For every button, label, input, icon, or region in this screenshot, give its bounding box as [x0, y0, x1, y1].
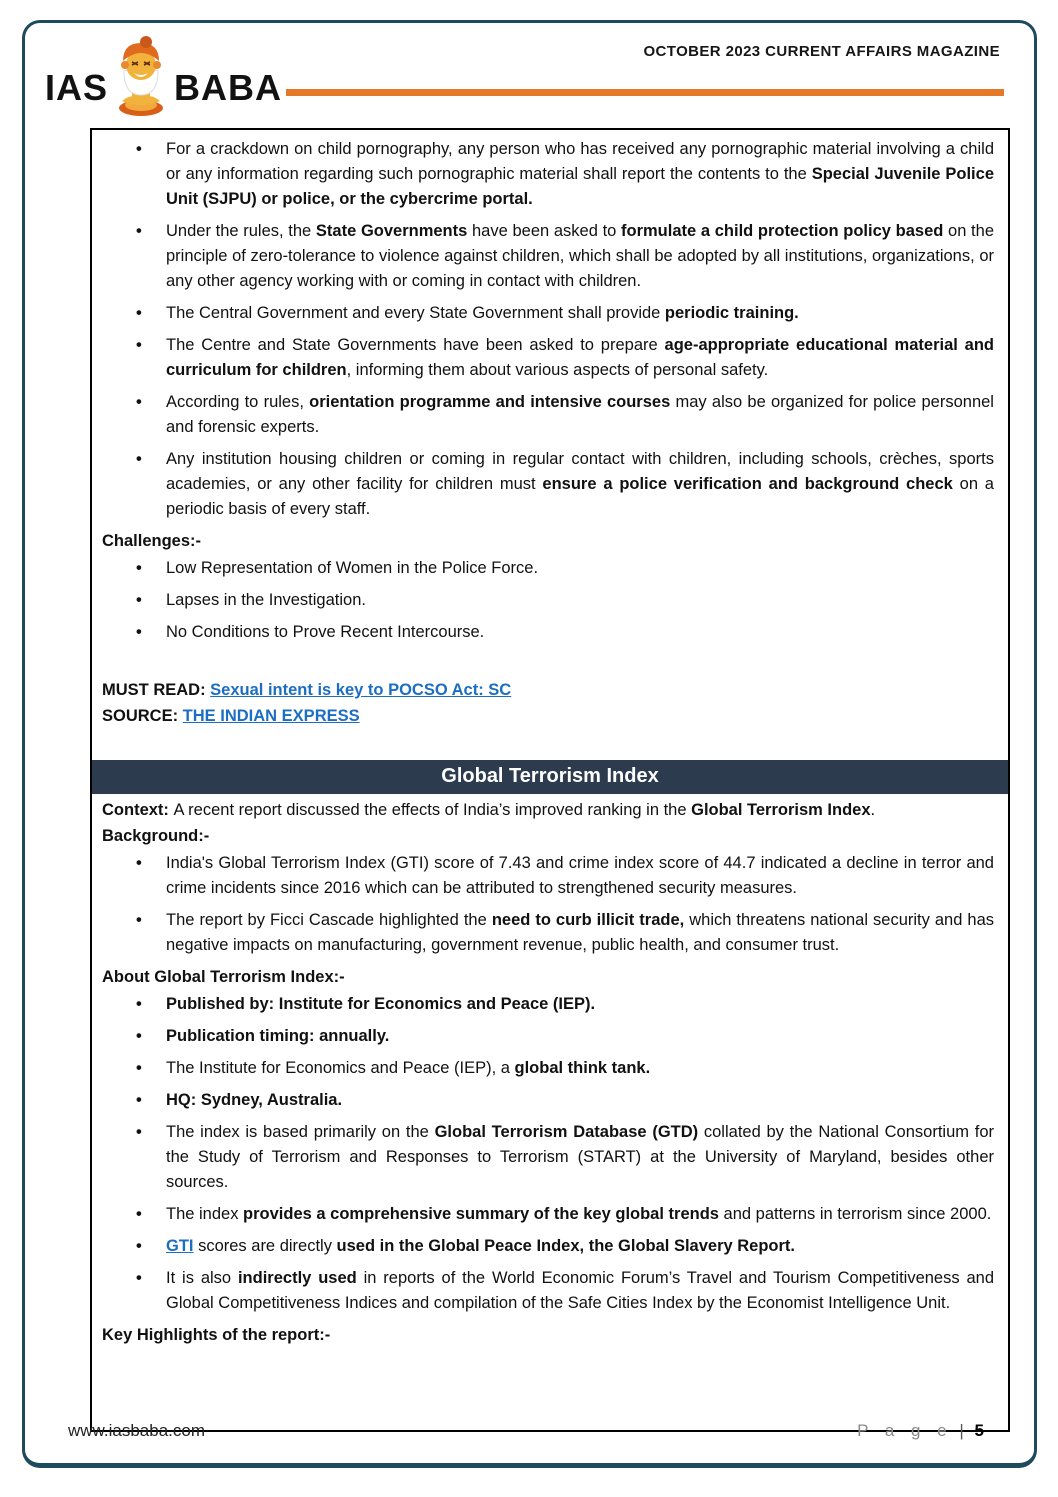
list-item: [102, 992, 994, 1017]
text: Any institution housing children or coming in regular contact with children, including schools, crèches, sports academies, or any other facility for children must: [166, 450, 994, 493]
iasbaba-mascot-icon: [110, 29, 172, 124]
page-word: P a g e: [857, 1421, 953, 1440]
list-item: [102, 219, 994, 294]
text: India's Global Terrorism Index (GTI) score of 7.43 and crime index score of 44.7 indicated a decline in terror and crime incidents since 2016 which can be attributed to strengthened security measures.: [166, 854, 994, 897]
text: The Centre and State Governments have been asked to prepare: [166, 336, 665, 354]
section-heading: Challenges:-: [102, 532, 202, 550]
section-heading: Background:-: [102, 827, 210, 845]
list-item: [102, 1024, 994, 1049]
bold-text: indirectly used: [237, 1269, 357, 1287]
bold-text: Published by: Institute for Economics and Peace (IEP).: [166, 995, 596, 1013]
bold-text: Global Terrorism Database (GTD): [434, 1123, 699, 1141]
must-read-link[interactable]: Sexual intent is key to POCSO Act: SC: [210, 681, 512, 699]
text: have been asked to: [467, 222, 622, 240]
list-item: [102, 301, 994, 326]
text: on a periodic basis of every staff.: [166, 475, 994, 518]
bold-text: used in the Global Peace Index, the Global Slavery Report.: [336, 1237, 796, 1255]
page-number: 5: [974, 1421, 984, 1440]
text: The index: [166, 1205, 244, 1223]
text: , informing them about various aspects of personal safety.: [346, 361, 769, 379]
footer-website: www.iasbaba.com: [68, 1421, 206, 1440]
bold-text: global think tank.: [514, 1059, 651, 1077]
page-frame: [22, 20, 1037, 1468]
text: .: [870, 801, 876, 819]
bold-text: State Governments: [315, 222, 468, 240]
list-item: [102, 1088, 994, 1113]
text: It is also: [166, 1269, 238, 1287]
source-link[interactable]: THE INDIAN EXPRESS: [182, 707, 360, 725]
text: in reports of the World Economic Forum’s Travel and Tourism Competitiveness and Global Competitiveness Indices and compilation of the Safe Cities Index by the Economist Intelligence Unit.: [166, 1269, 994, 1312]
section-heading: Key Highlights of the report:-: [102, 1326, 331, 1344]
bold-text: Global Terrorism Index: [691, 801, 871, 819]
bold-text: age-appropriate educational material and curriculum for children: [166, 336, 995, 379]
list-item: [102, 620, 994, 645]
text: The Institute for Economics and Peace (IEP), a: [166, 1059, 515, 1077]
list-item: [102, 588, 994, 613]
content-box: [90, 128, 1010, 1432]
text: The report by Ficci Cascade highlighted the: [166, 911, 492, 929]
text: and patterns in terrorism since 2000.: [718, 1205, 992, 1223]
list-item: [102, 1234, 994, 1259]
paragraph: [102, 678, 994, 703]
bold-text: formulate a child protection policy based: [621, 222, 944, 240]
section-heading: About Global Terrorism Index:-: [102, 968, 345, 986]
text: No Conditions to Prove Recent Intercourse.: [166, 623, 485, 641]
list-item: [102, 1120, 994, 1195]
text: scores are directly: [193, 1237, 337, 1255]
section-bar-title: Global Terrorism Index: [92, 760, 1008, 794]
bold-text: Context:: [102, 801, 174, 819]
list-item: [102, 333, 994, 383]
text: According to rules,: [166, 393, 310, 411]
magazine-header: [45, 29, 1012, 121]
text: on the principle of zero-tolerance to violence against children, which shall be adopted by all institutions, organizations, or any other agency working with or coming in contact with children.: [166, 222, 994, 290]
paragraph: [102, 798, 994, 823]
magazine-title: OCTOBER 2023 CURRENT AFFAIRS MAGAZINE: [643, 43, 1000, 60]
gti-link[interactable]: GTI: [166, 1237, 194, 1255]
list-item: [102, 1202, 994, 1227]
header-orange-rule: [286, 89, 1004, 96]
text: Lapses in the Investigation.: [166, 591, 366, 609]
bold-text: need to curb illicit trade,: [491, 911, 685, 929]
bold-text: provides a comprehensive summary of the key global trends: [243, 1205, 719, 1223]
list-item: [102, 447, 994, 522]
spacer: [102, 652, 994, 677]
bullet-list: [102, 992, 994, 1316]
page-indicator: [857, 1421, 984, 1441]
bold-text: SOURCE:: [102, 707, 183, 725]
text: collated by the National Consortium for the Study of Terrorism and Responses to Terrorism (START) at the University of Maryland, besides other sources.: [166, 1123, 994, 1191]
bold-text: HQ: Sydney, Australia.: [166, 1091, 343, 1109]
text: The index is based primarily on the: [166, 1123, 435, 1141]
list-item: [102, 556, 994, 581]
bullet-list: [102, 137, 994, 522]
list-item: [102, 851, 994, 901]
text: which threatens national security and has negative impacts on manufacturing, government revenue, public health, and consumer trust.: [166, 911, 995, 954]
text: may also be organized for police personnel and forensic experts.: [166, 393, 994, 436]
text: The Central Government and every State Government shall provide: [166, 304, 665, 322]
brand-text-baba: BABA: [174, 66, 283, 108]
bullet-list: [102, 556, 994, 645]
list-item: [102, 1266, 994, 1316]
text: Low Representation of Women in the Police Force.: [166, 559, 539, 577]
list-item: [102, 390, 994, 440]
text: For a crackdown on child pornography, any person who has received any pornographic material involving a child or any information regarding such pornographic material shall report the contents to the: [166, 140, 994, 183]
bold-text: periodic training.: [664, 304, 799, 322]
text: Under the rules, the: [166, 222, 316, 240]
bold-text: Publication timing: annually.: [166, 1027, 390, 1045]
list-item: [102, 137, 994, 212]
bullet-list: [102, 851, 994, 958]
spacer: [102, 730, 994, 755]
bold-text: orientation programme and intensive courses: [309, 393, 671, 411]
text: A recent report discussed the effects of India’s improved ranking in the: [173, 801, 692, 819]
page-footer: [68, 1421, 984, 1441]
bold-text: ensure a police verification and background check: [542, 475, 953, 493]
brand-text-ias: IAS: [45, 66, 109, 108]
list-item: [102, 1056, 994, 1081]
list-item: [102, 908, 994, 958]
paragraph: [102, 704, 994, 729]
page-separator: |: [959, 1421, 964, 1440]
bold-text: MUST READ:: [102, 681, 211, 699]
bold-text: Special Juvenile Police Unit (SJPU) or police, or the cybercrime portal.: [166, 165, 994, 208]
